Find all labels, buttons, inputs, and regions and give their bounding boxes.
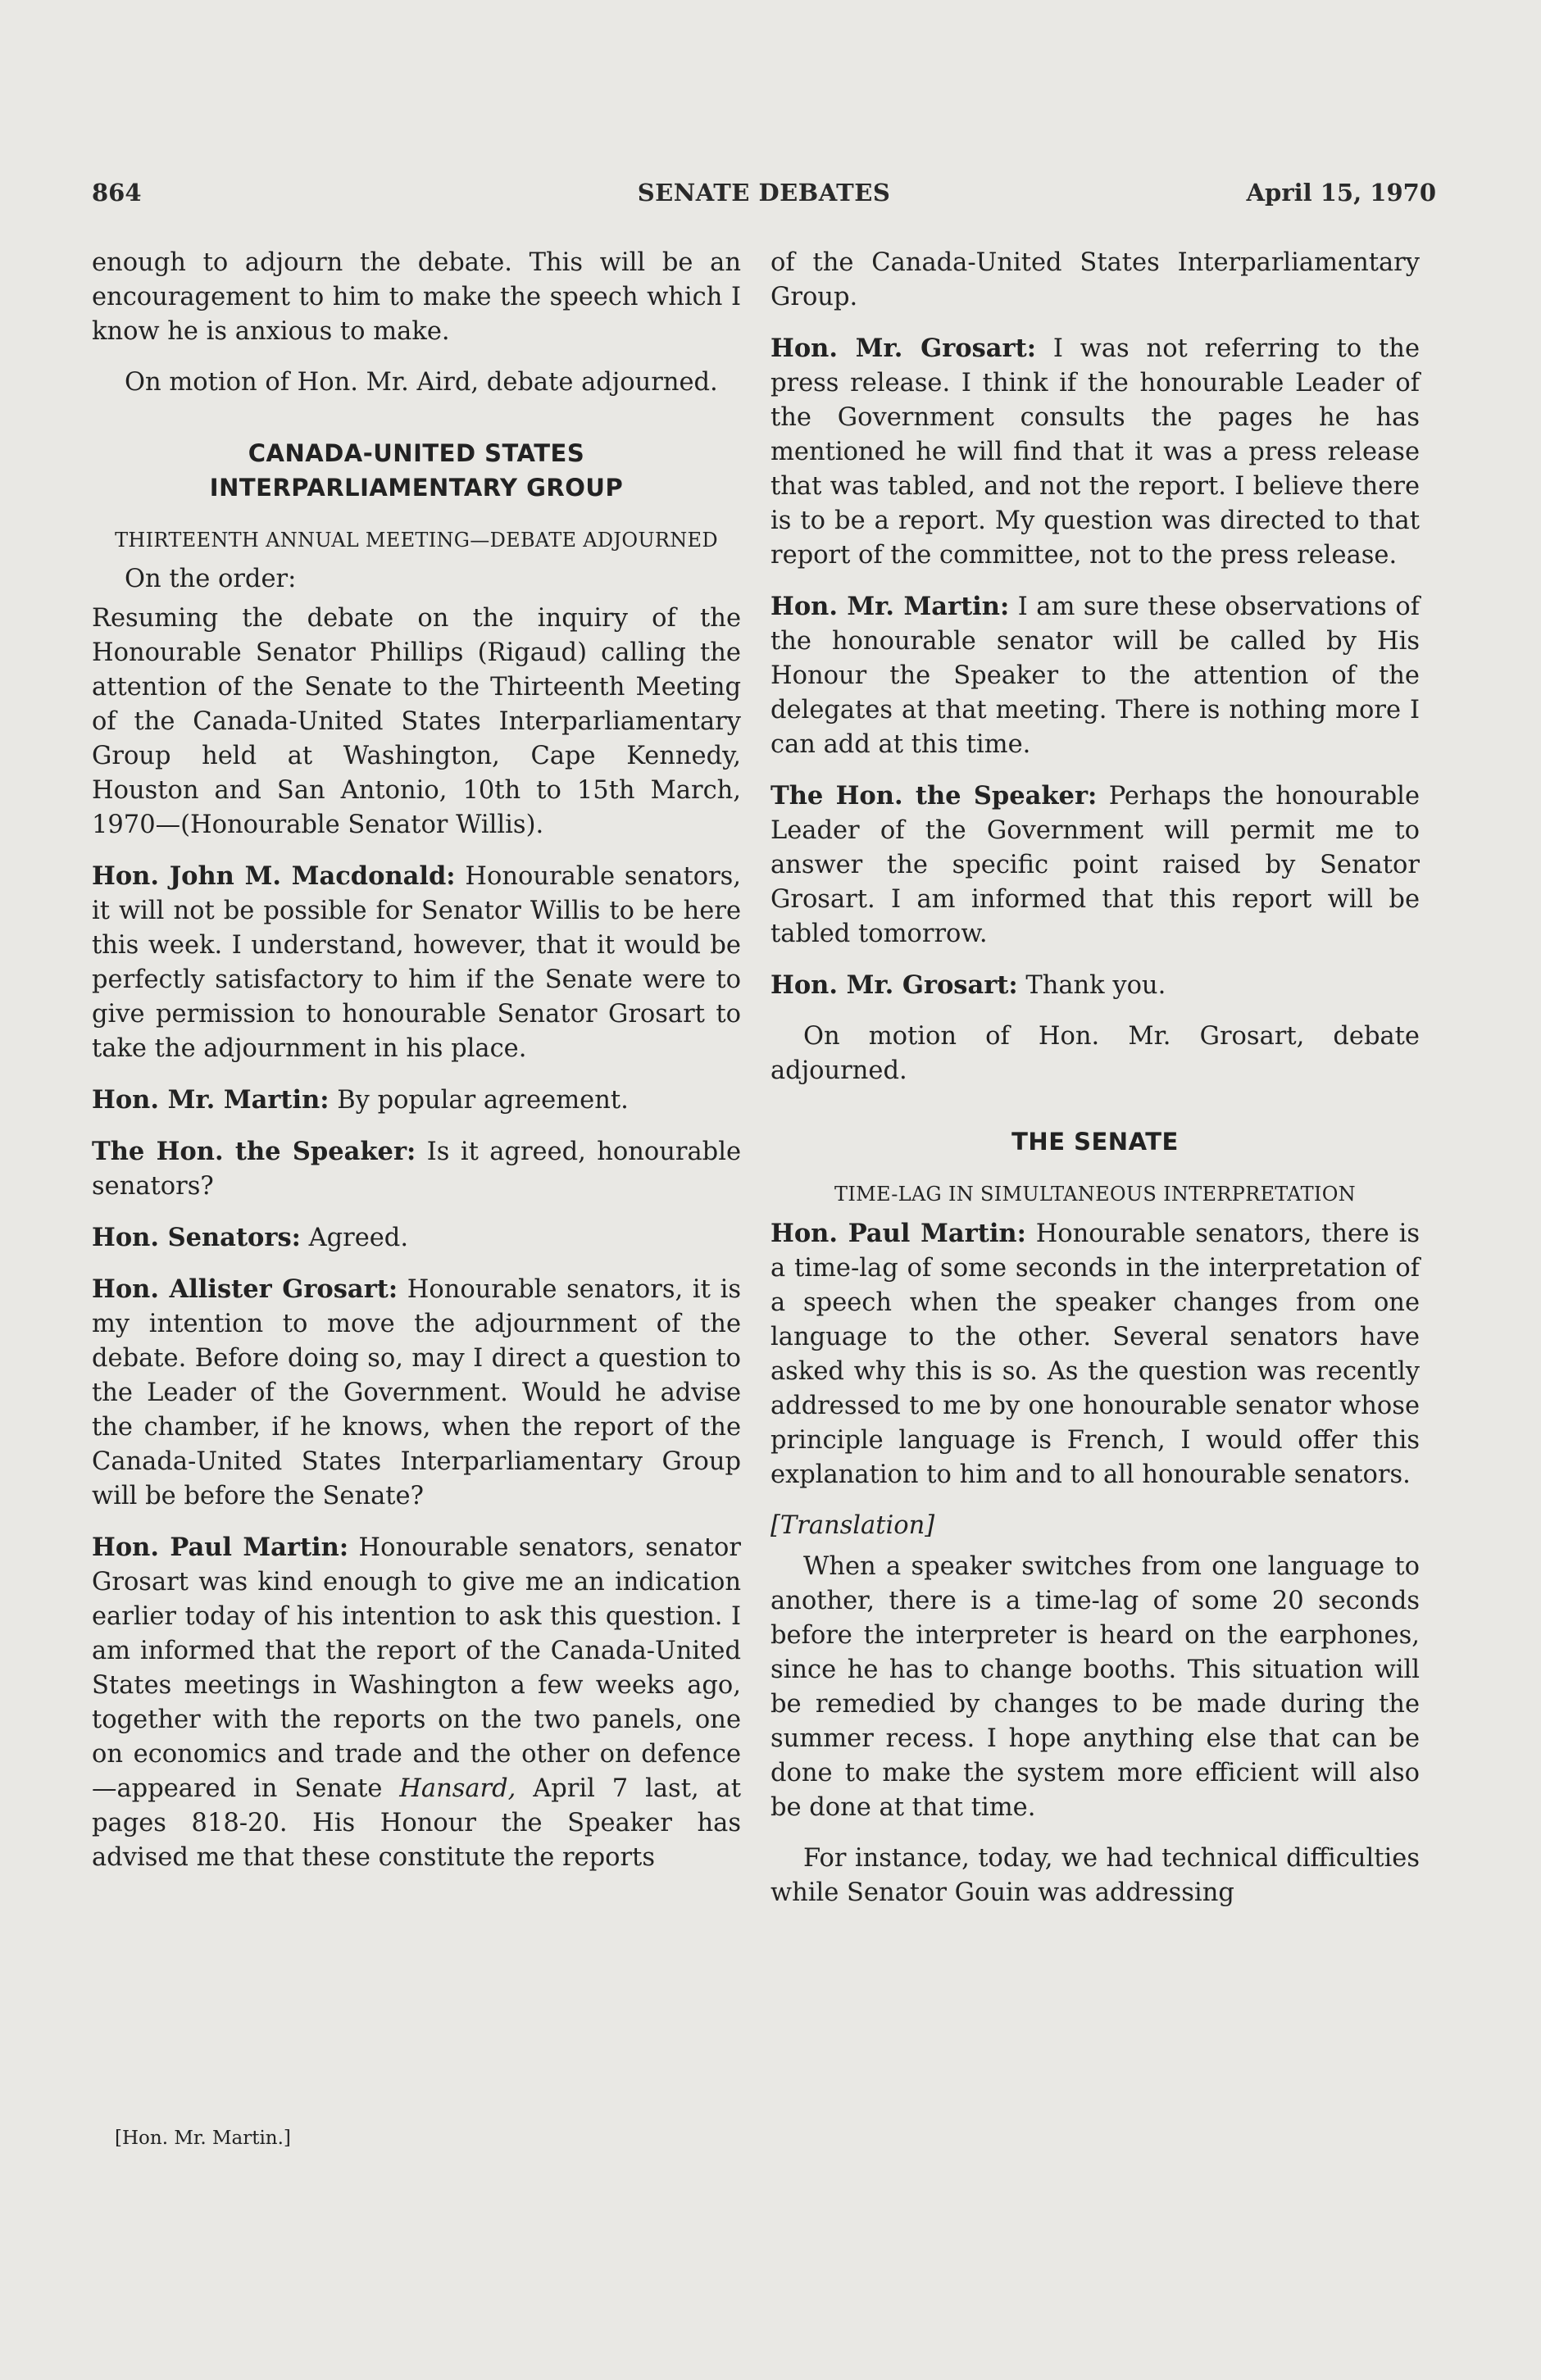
speech-text: Honourable senators, there is a time-lag of some seconds in the interpretation of a speech when the speaker changes from one language to the other. Several senators have asked why this is so. As the question was recently addressed to me by one honourable senator whose principle language is French, I would offer this explanation to him and to all honourable senators.	[770, 1220, 1420, 1489]
translation-marker: [Translation]	[770, 1511, 935, 1540]
inquiry-quote: Resuming the debate on the inquiry of the Honourable Senator Phillips (Rigaud) calling the attention of the Senate to the Thirteenth Meeting of the Canada-United States Interparliamentary Group held at Washington, Cape Kennedy, Houston and San Antonio, 10th to 15th March, 1970—(Honourable Senator Willis).	[92, 604, 741, 839]
speaker-name: Hon. Mr. Martin:	[92, 1085, 330, 1115]
paragraph: enough to adjourn the debate. This will be an encouragement to him to make the speech which I know he is anxious to make.	[92, 248, 741, 346]
speech	[92, 1083, 741, 1118]
page-date: April 15, 1970	[1246, 179, 1436, 207]
order-line: On the order:	[125, 565, 297, 593]
speech	[770, 779, 1420, 952]
speaker-name: Hon. Mr. Grosart:	[770, 334, 1036, 363]
speech-text: April 7 last, at pages 818-20. His Honour the Speaker has advised me that these constitute the reports	[92, 1774, 741, 1872]
paragraph: On motion of Hon. Mr. Aird, debate adjourned.	[125, 368, 718, 397]
speech-text: Is it agreed, honourable senators?	[92, 1138, 741, 1201]
paragraph: When a speaker switches from one language to another, there is a time-lag of some 20 seconds before the interpreter is heard on the earphones, since he has to change booths. This situation will be remedied by changes to be made during the summer recess. I hope anything else that can be done to make the system more efficient will also be done at that time.	[770, 1552, 1420, 1822]
speech-text: I am sure these observations of the honourable senator will be called by His Honour the Speaker to the attention of the delegates at that meeting. There is nothing more I can add at this time.	[770, 593, 1420, 759]
speaker-name: Hon. Senators:	[92, 1223, 301, 1252]
speech-text: Honourable senators, it is my intention to move the adjournment of the debate. Before doing so, may I direct a question to the Leader of the Government. Would he advise the chamber, if he knows, when the report of the Canada-United States Interparliamentary Group will be before the Senate?	[92, 1275, 741, 1510]
speaker-name: Hon. Paul Martin:	[92, 1533, 349, 1562]
speech	[770, 589, 1420, 762]
speech-text: By popular agreement.	[329, 1086, 629, 1115]
subsection-heading: TIME-LAG IN SIMULTANEOUS INTERPRETATION	[834, 1183, 1356, 1206]
speaker-name: Hon. Mr. Grosart:	[770, 970, 1018, 1000]
speech	[92, 859, 741, 1066]
speech-text: Thank you.	[1017, 971, 1166, 1000]
speech	[92, 1220, 741, 1256]
section-heading: THE SENATE	[1011, 1128, 1179, 1156]
italic-text: Hansard,	[399, 1774, 516, 1803]
subsection-heading: THIRTEENTH ANNUAL MEETING—DEBATE ADJOURNED	[115, 529, 718, 552]
speech-text: Agreed.	[300, 1224, 409, 1252]
speech-text: Honourable senators, it will not be possible for Senator Willis to be here this week. I understand, however, that it would be perfectly satisfactory to him if the Senate were to give permission to honourable Senator Grosart to take the adjournment in his place.	[92, 862, 742, 1063]
speech	[92, 1134, 741, 1204]
speech-text: I was not referring to the press release. I think if the honourable Leader of the Government consults the pages he has mentioned he will find that it was a press release that was tabled, and not the report. I believe there is to be a report. My question was directed to that report of the committee, not to the press release.	[770, 334, 1420, 570]
paragraph: For instance, today, we had technical difficulties while Senator Gouin was addressing	[770, 1844, 1420, 1907]
section-heading-line: CANADA-UNITED STATES	[248, 439, 585, 467]
speech	[770, 968, 1420, 1003]
left-column	[92, 246, 741, 2155]
speaker-name: Hon. Mr. Martin:	[770, 592, 1010, 621]
right-column	[770, 246, 1420, 2155]
speech	[92, 1530, 741, 1875]
speaker-name: The Hon. the Speaker:	[92, 1137, 416, 1166]
speech	[92, 1272, 741, 1514]
page-number: 864	[92, 179, 142, 207]
speech-text: Perhaps the honourable Leader of the Government will permit me to answer the specific point raised by Senator Grosart. I am informed that this report will be tabled tomorrow.	[770, 782, 1420, 948]
speech	[770, 1216, 1420, 1492]
paragraph: On motion of Hon. Mr. Grosart, debate adjourned.	[770, 1022, 1420, 1085]
speaker-name: Hon. John M. Macdonald:	[92, 861, 456, 891]
section-heading	[92, 436, 741, 505]
page-header	[92, 179, 1436, 211]
speaker-name: The Hon. the Speaker:	[770, 781, 1098, 811]
speaker-name: Hon. Paul Martin:	[770, 1219, 1026, 1248]
publication-title: SENATE DEBATES	[637, 179, 891, 207]
section-heading-line: INTERPARLIAMENTARY GROUP	[209, 474, 624, 502]
speaker-name: Hon. Allister Grosart:	[92, 1274, 398, 1304]
speech	[770, 331, 1420, 573]
page-footer: [Hon. Mr. Martin.]	[115, 2128, 291, 2149]
paragraph: of the Canada-United States Interparliamentary Group.	[770, 248, 1420, 311]
speech-text: Honourable senators, senator Grosart was kind enough to give me an indication earlier today of his intention to ask this question. I am informed that the report of the Canada-United States meetings in Washington a few weeks ago, together with the reports on the two panels, one on economics and trade and the other on defence—appeared in Senate	[92, 1533, 741, 1803]
